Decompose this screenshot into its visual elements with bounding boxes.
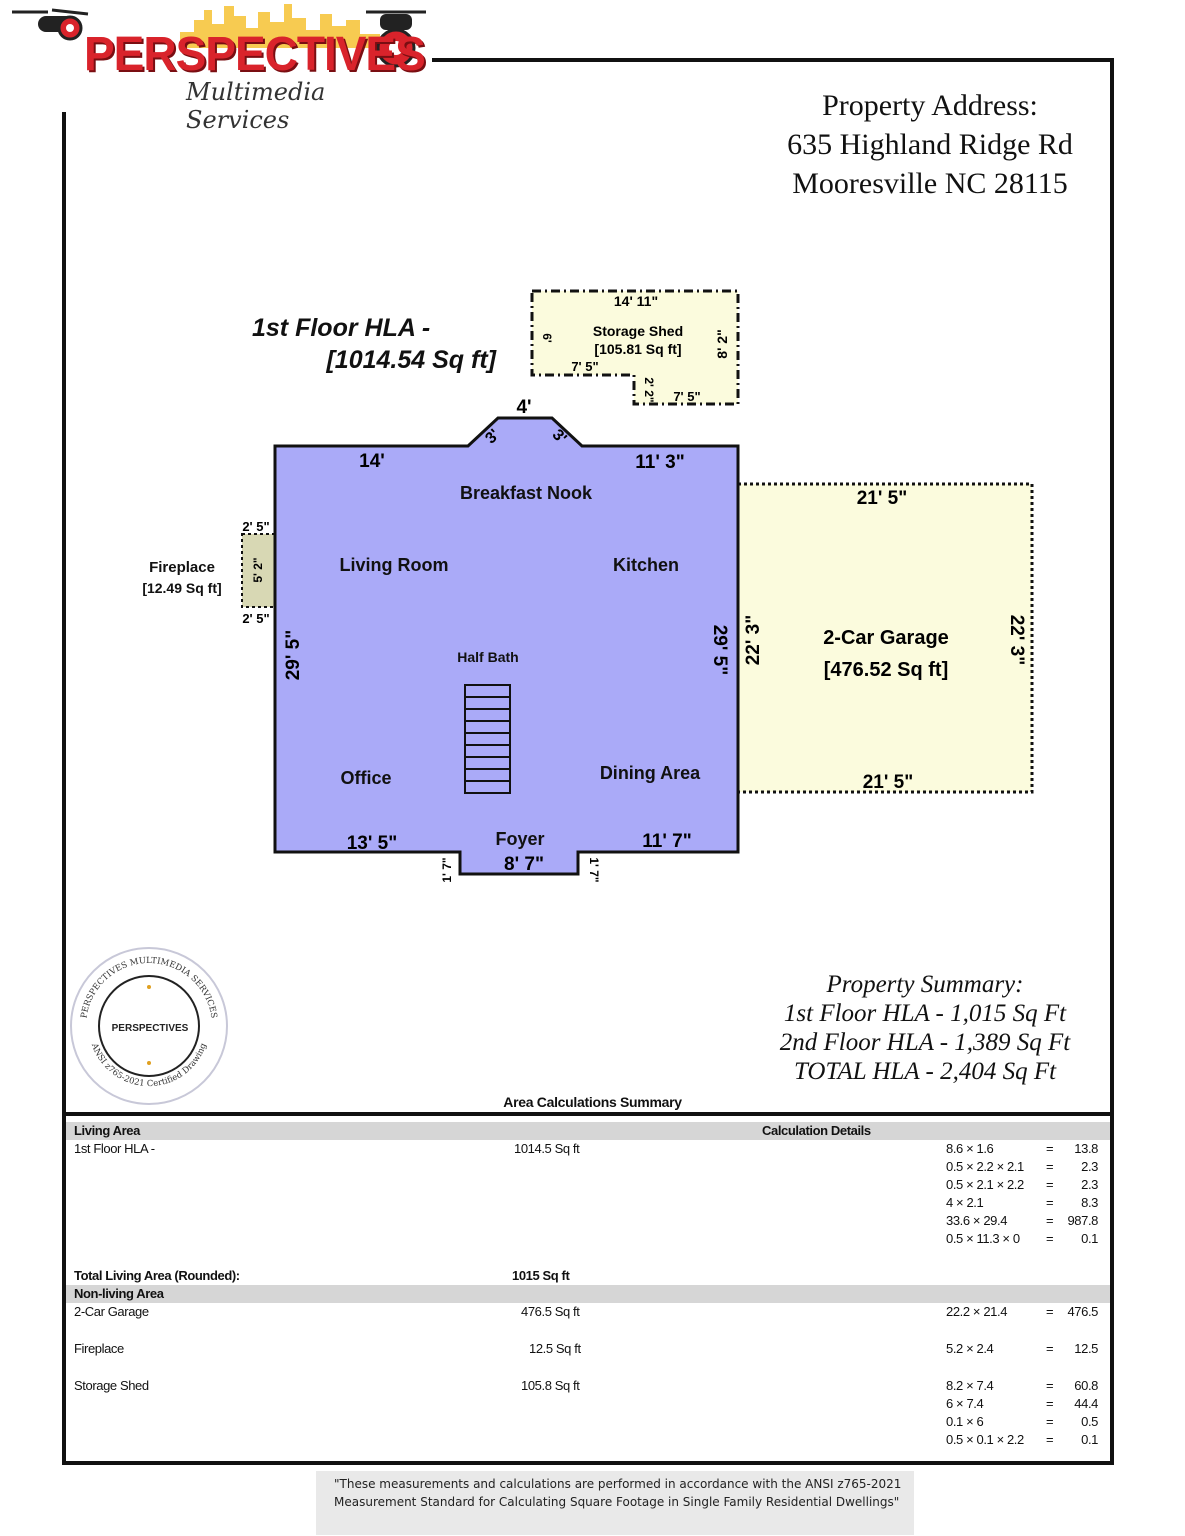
dim-right-side: 29' 5" [709,624,730,676]
calc-line: 6 × 7.4 = 44.4 [946,1396,1098,1411]
fireplace-dim-top: 2' 5" [242,519,270,534]
hla-row-label: 1st Floor HLA - [74,1141,155,1156]
seal-cert-text: ANSI z765-2021 Certified Drawing [88,1041,210,1090]
room-foyer: Foyer [495,829,545,849]
shed-row-value: 105.8 Sq ft [521,1378,580,1393]
fireplace-row-value: 12.5 Sq ft [529,1341,581,1356]
measurement-footnote: "These measurements and calculations are performed in accordance with the ANSI z765-2021 Measurement Standard for Calculating Square Footage in Single Family Residential Dwellings" [316,1471,914,1535]
calc-line: 0.1 × 6 = 0.5 [946,1414,1098,1429]
room-kitchen: Kitchen [612,555,680,575]
dim-top-left: 14' [359,451,385,472]
logo-brand: PERSPECTIVES [84,25,425,81]
nonliving-area-header: Non-living Area [74,1286,164,1301]
calc-line: 8.6 × 1.6 = 13.8 [946,1141,1098,1156]
summary-total: TOTAL HLA - 2,404 Sq Ft [793,1058,1057,1085]
garage-row-label: 2-Car Garage [74,1304,149,1319]
calculation-details-header: Calculation Details [762,1123,871,1138]
garage-dim-top: 21' 5" [856,488,908,509]
dim-bay-right: 3' [548,426,570,448]
summary-second-floor: 2nd Floor HLA - 1,389 Sq Ft [779,1029,1071,1056]
room-dining-area: Dining Area [599,763,701,783]
calc-line: 4 × 2.1 = 8.3 [946,1195,1098,1210]
certification-seal [68,945,230,1107]
living-header-band [66,1122,1110,1140]
dim-left-side: 29' 5" [283,629,304,681]
calc-line: 0.5 × 11.3 × 0 = 0.1 [946,1231,1098,1246]
calc-line: 0.5 × 2.2 × 2.1 = 2.3 [946,1159,1098,1174]
nonliving-header-band [66,1285,1110,1303]
dim-bottom-left: 13' 5" [346,833,398,854]
shed-dim-step-v: 2' 2" [642,377,656,403]
living-area-header: Living Area [74,1123,140,1138]
garage-calculations [946,1303,1106,1321]
calc-line: 0.5 × 2.1 × 2.2 = 2.3 [946,1177,1098,1192]
shed-name: Storage Shed [592,323,684,339]
summary-heading: Property Summary: [826,971,1024,998]
garage-dim-right: 22' 3" [1006,614,1027,666]
address-city: Mooresville NC 28115 [792,167,1068,200]
area-calculations-table [66,1118,1110,1461]
total-living-label: Total Living Area (Rounded): [74,1268,240,1283]
summary-first-floor: 1st Floor HLA - 1,015 Sq Ft [783,1000,1067,1027]
hla-calculations [946,1140,1106,1248]
table-title: Area Calculations Summary [503,1094,682,1110]
garage-name: 2-Car Garage [823,627,949,649]
calc-line: 5.2 × 2.4 = 12.5 [946,1341,1098,1356]
calc-line: 8.2 × 7.4 = 60.8 [946,1378,1098,1393]
garage-dim-left: 22' 3" [743,614,764,666]
dim-foyer-depth-right: 1' 7" [587,857,601,883]
fireplace-calculations [946,1340,1106,1358]
dim-bay-left: 3' [482,426,504,448]
garage-row-value: 476.5 Sq ft [521,1304,580,1319]
property-summary [760,970,1090,1086]
logo-tagline: Multimedia Services [186,78,326,134]
calc-line: 0.5 × 0.1 × 2.2 = 0.1 [946,1432,1098,1447]
fireplace-label [130,558,234,598]
dim-foyer-depth-left: 1' 7" [440,857,454,883]
address-street: 635 Highland Ridge Rd [787,128,1073,161]
dim-top-right: 11' 3" [635,452,685,473]
shed-row-label: Storage Shed [74,1378,149,1393]
shed-calculations [946,1377,1106,1449]
hla-label-title: 1st Floor HLA - [252,314,431,342]
shed-dim-left: 6' [540,333,554,343]
shed-dim-right: 8' 2" [714,329,730,359]
garage-dim-bottom: 21' 5" [862,772,914,793]
fireplace-area-label: [12.49 Sq ft] [142,580,222,596]
address-heading: Property Address: [822,89,1038,122]
room-breakfast-nook: Breakfast Nook [459,483,593,503]
seal-ring-text: PERSPECTIVES MULTIMEDIA SERVICES [79,955,219,1020]
hla-label-area: [1014.54 Sq ft] [326,346,496,374]
shed-dim-step-left: 7' 5" [571,359,599,374]
shed-dim-bottom: 7' 5" [673,389,701,404]
room-living-room: Living Room [339,555,449,575]
dim-bottom-right: 11' 7" [642,831,692,852]
garage-area-label: [476.52 Sq ft] [823,659,949,681]
shed-area-label: [105.81 Sq ft] [594,341,682,357]
shed-dim-top: 14' 11" [613,293,659,309]
fireplace-dim-side: 5' 2" [251,557,265,583]
dim-bay-top: 4' [516,397,532,418]
dim-foyer-width: 8' 7" [504,854,544,875]
fireplace-dim-bottom: 2' 5" [242,611,270,626]
calc-line: 33.6 × 29.4 = 987.8 [946,1213,1098,1228]
seal-brand: PERSPECTIVES [111,1023,189,1034]
total-living-value: 1015 Sq ft [512,1268,570,1283]
fireplace-row-label: Fireplace [74,1341,124,1356]
table-rule [62,1112,1114,1116]
room-office: Office [340,768,392,788]
room-half-bath: Half Bath [457,649,519,665]
hla-row-value: 1014.5 Sq ft [514,1141,580,1156]
calc-line: 22.2 × 21.4 = 476.5 [946,1304,1098,1319]
fireplace-name: Fireplace [149,559,215,576]
